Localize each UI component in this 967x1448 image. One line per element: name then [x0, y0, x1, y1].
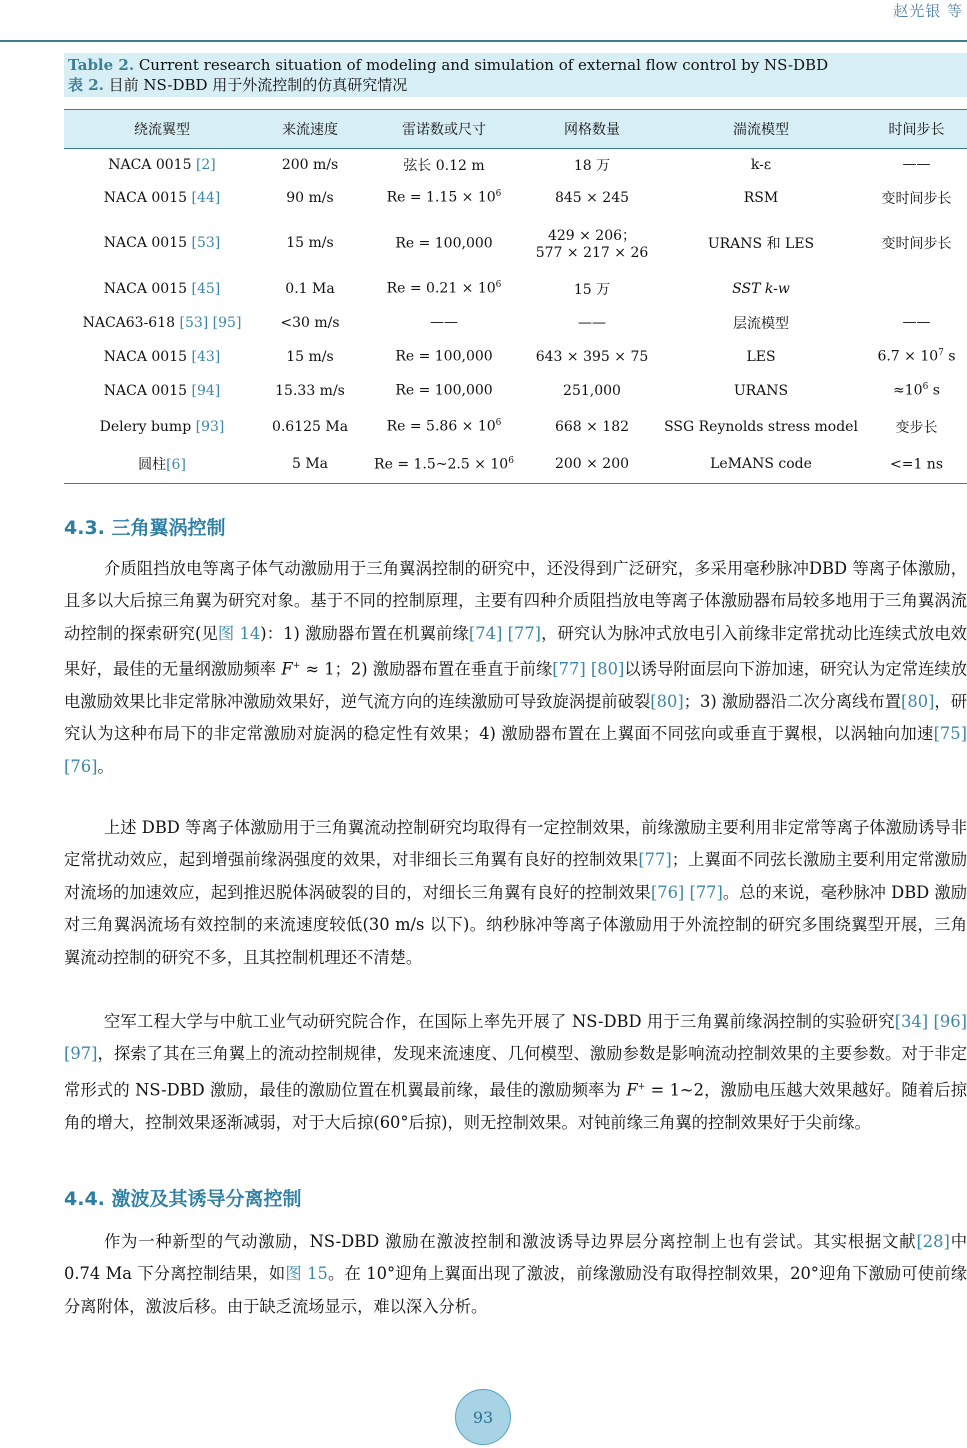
table-caption [64, 53, 967, 97]
table-cell: <30 m/s [280, 314, 340, 331]
table-header-row [64, 110, 967, 149]
table-cell: SSG Reynolds stress model [664, 418, 858, 435]
table-row [64, 149, 967, 181]
table-cell: $Re = 5.86 \times 10^6$ [386, 418, 502, 435]
citation-link[interactable]: [53] [95] [179, 314, 242, 331]
table-cell: 251,000 [563, 382, 621, 399]
table-cell: 845 × 245 [554, 189, 630, 206]
table-cell: URANS [733, 382, 789, 399]
table-cell: URANS 和 LES [707, 236, 815, 252]
citation-link[interactable]: [6] [166, 457, 186, 474]
citation-link[interactable]: [2] [195, 156, 216, 173]
running-authors: 赵光银 等 [893, 2, 963, 20]
table-cell: NACA 0015 [2] [108, 156, 216, 173]
table-cell: 15 万 [573, 281, 611, 298]
table-cell: NACA 0015 [53] [103, 235, 221, 251]
table-cell: $Re = 0.21 \times 10^6$ [386, 280, 502, 297]
page-header [0, 0, 967, 44]
caption-zh-text: 目前 NS-DBD 用于外流控制的仿真研究情况 [103, 76, 408, 94]
citation-link[interactable]: [45] [191, 280, 221, 297]
paragraph: 空军工程大学与中航工业气动研究院合作，在国际上率先开展了 NS-DBD 用于三角翼前缘涡控制的实验研究[34] [96] [97]，探索了其在三角翼上的流动控制规律，发现来流速度、几何模型、激励参数是影响流动控制效果的主要参数。对于非定常形式的 NS-DBD 激励，最佳的激励位置在机翼最前缘，最佳的激励频率为 F+ = 1~2，激励电压越大效果越好。随着后掠角的增大，控制效果逐渐减弱，对于大后掠(60°后掠)，则无控制效果。对钝前缘三角翼的控制效果好于尖前缘。 [64, 1012, 967, 1132]
paragraph: 作为一种新型的气动激励，NS-DBD 激励在激波控制和激波诱导边界层分离控制上也有尝试。其实根据文献[28]中 0.74 Ma 下分离控制结果，如图 15。在 10°迎角上翼面出现了激波，前缘激励没有取得控制效果，20°迎角下激励可使前缘分离附体，激波后移。由于缺乏流场显示，难以深入分析。 [64, 1232, 967, 1316]
table-cell: 15 m/s [286, 235, 334, 251]
table-cell: k-ε [750, 156, 772, 173]
table-cell: 0.1 Ma [285, 280, 335, 297]
table-cell: NACA 0015 [43] [103, 348, 221, 365]
header-rule [0, 40, 967, 42]
table-cell: 90 m/s [286, 189, 334, 206]
citation-link[interactable]: [76] [77] [650, 882, 723, 902]
table-row [64, 374, 967, 408]
caption-en-tag: Table 2. [68, 56, 135, 74]
table-cell: 变时间步长 [881, 236, 952, 252]
paragraph: 上述 DBD 等离子体激励用于三角翼流动控制研究均取得有一定控制效果，前缘激励主要利用非定常等离子体激励诱导非定常扰动效应，起到增强前缘涡强度的效果，对非细长三角翼有良好的控制效果[77]；上翼面不同弦长激励主要利用定常激励对流场的加速效应，起到推迟脱体涡破裂的目的，对细长三角翼有良好的控制效果[76] [77]。总的来说，毫秒脉冲 DBD 激励对三角翼涡流场有效控制的来流速度较低(30 m/s 以下)。纳秒脉冲等离子体激励用于外流控制的研究多围绕翼型开展，三角翼流动控制的研究不多，且其控制机理还不清楚。 [64, 818, 967, 967]
citation-link[interactable]: [77] [638, 850, 672, 870]
table-cell: —— [430, 314, 458, 331]
table-cell: 层流模型 [733, 315, 789, 332]
table-cell: 200 m/s [281, 156, 339, 173]
col-header: 雷诺数或尺寸 [360, 110, 528, 149]
citation-link[interactable]: [77] [80] [552, 659, 625, 679]
caption-en-text: Current research situation of modeling and simulation of external flow control by NS-DBD [134, 56, 829, 74]
table-row [64, 306, 967, 340]
table-cell [866, 272, 967, 306]
citation-link[interactable]: 图 15 [285, 1264, 328, 1284]
col-header: 来流速度 [260, 110, 360, 149]
table-cell: Re = 100,000 [395, 382, 493, 399]
citation-link[interactable]: [80] [650, 692, 684, 712]
table-cell: <=1 ns [866, 446, 967, 484]
table-cell: 643 × 395 × 75 [535, 348, 649, 365]
citation-link[interactable]: [43] [191, 348, 221, 365]
table-cell: 668 × 182 [554, 418, 630, 435]
table-cell: Re = 1.5~2.5 × $10^6$ [360, 446, 528, 484]
table-row [64, 340, 967, 374]
paragraph: 介质阻挡放电等离子体气动激励用于三角翼涡控制的研究中，还没得到广泛研究，多采用毫秒脉冲DBD 等离子体激励，且多以大后掠三角翼为研究对象。基于不同的控制原理，主要有四种介质阻挡放电等离子体激励器布局较多地用于三角翼涡流动控制的探索研究(见图 14)：1) 激励器布置在机翼前缘[74] [77]，研究认为脉冲式放电引入前缘非定常扰动比连续式放电效果好，最佳的无量纲激励频率 F+ ≈ 1；2) 激励器布置在垂直于前缘[77] [80]以诱导附面层向下游加速，研究认为定常连续放电激励效果比非定常脉冲激励效果好，逆气流方向的连续激励可导致旋涡提前破裂[80]；3) 激励器沿二次分离线布置[80]，研究认为这种布局下的非定常激励对旋涡的稳定性有效果；4) 激励器布置在上翼面不同弦向或垂直于翼根，以涡轴向加速[75] [76]。 [64, 559, 967, 776]
table-cell: Re = 100,000 [395, 235, 493, 252]
table-cell: $Re = 1.15 \times 10^6$ [386, 189, 502, 206]
citation-link[interactable]: [34] [96] [97] [64, 1012, 967, 1064]
citation-link[interactable]: [44] [191, 189, 221, 206]
col-header: 时间步长 [866, 110, 967, 149]
citation-link[interactable]: [75] [76] [64, 724, 967, 776]
table-cell: NACA63-618 [53] [95] [82, 314, 242, 331]
table-cell: —— [578, 314, 606, 331]
table-cell: 弦长 0.12 m [403, 157, 485, 174]
table-cell: NACA 0015 [45] [103, 280, 221, 297]
col-header: 绕流翼型 [64, 110, 260, 149]
table-cell: 变步长 [895, 419, 938, 436]
citation-link[interactable]: [28] [916, 1232, 950, 1251]
page-number-badge: 93 [455, 1389, 511, 1445]
table-cell: Re = 100,000 [395, 348, 493, 365]
citation-link[interactable]: [94] [191, 382, 221, 399]
citation-link[interactable]: 图 14 [217, 623, 261, 643]
table-row [64, 446, 967, 484]
caption-zh-tag: 表 2. [68, 76, 104, 94]
table-cell: —— [902, 314, 931, 331]
table-row [64, 272, 967, 306]
table-cell: $6.7 \times 10^7$ s [877, 348, 956, 365]
table-row [64, 215, 967, 272]
table-cell: LeMANS code [656, 446, 866, 484]
caption-chinese [68, 75, 963, 95]
caption-english [68, 55, 963, 75]
table-cell: —— [902, 157, 931, 174]
citation-link[interactable]: [80] [901, 692, 935, 712]
citation-link[interactable]: [93] [195, 418, 225, 435]
table-cell: NACA 0015 [94] [103, 382, 221, 399]
table-cell: 0.6125 Ma [271, 418, 349, 435]
citation-link[interactable]: [53] [191, 235, 221, 251]
table-cell: 18 万 [573, 157, 611, 174]
table-cell: 变时间步长 [881, 190, 952, 207]
section-heading-4-3: 4.3. 三角翼涡控制 [64, 517, 226, 539]
table-cell: SST k-w [732, 280, 790, 297]
table-cell: LES [746, 348, 776, 365]
table-cell: 圆柱[6] [64, 446, 260, 484]
col-header: 网格数量 [528, 110, 656, 149]
table-cell: $\approx 10^6$ s [893, 382, 940, 399]
table-cell: 5 Ma [260, 446, 360, 484]
table-cell: 15.33 m/s [275, 382, 345, 399]
table-row [64, 181, 967, 215]
table-cell: 200 × 200 [528, 446, 656, 484]
table-cell: NACA 0015 [44] [103, 189, 221, 206]
table-row [64, 408, 967, 446]
table-cell: 15 m/s [286, 348, 334, 365]
simulation-table [64, 109, 967, 484]
section-heading-4-4: 4.4. 激波及其诱导分离控制 [64, 1188, 302, 1210]
col-header: 湍流模型 [656, 110, 866, 149]
table-cell: Delery bump [93] [99, 418, 225, 435]
table-cell: 429 × 206； 577 × 217 × 26 [535, 228, 649, 261]
table-cell: RSM [743, 189, 779, 206]
citation-link[interactable]: [74] [77] [468, 623, 542, 643]
